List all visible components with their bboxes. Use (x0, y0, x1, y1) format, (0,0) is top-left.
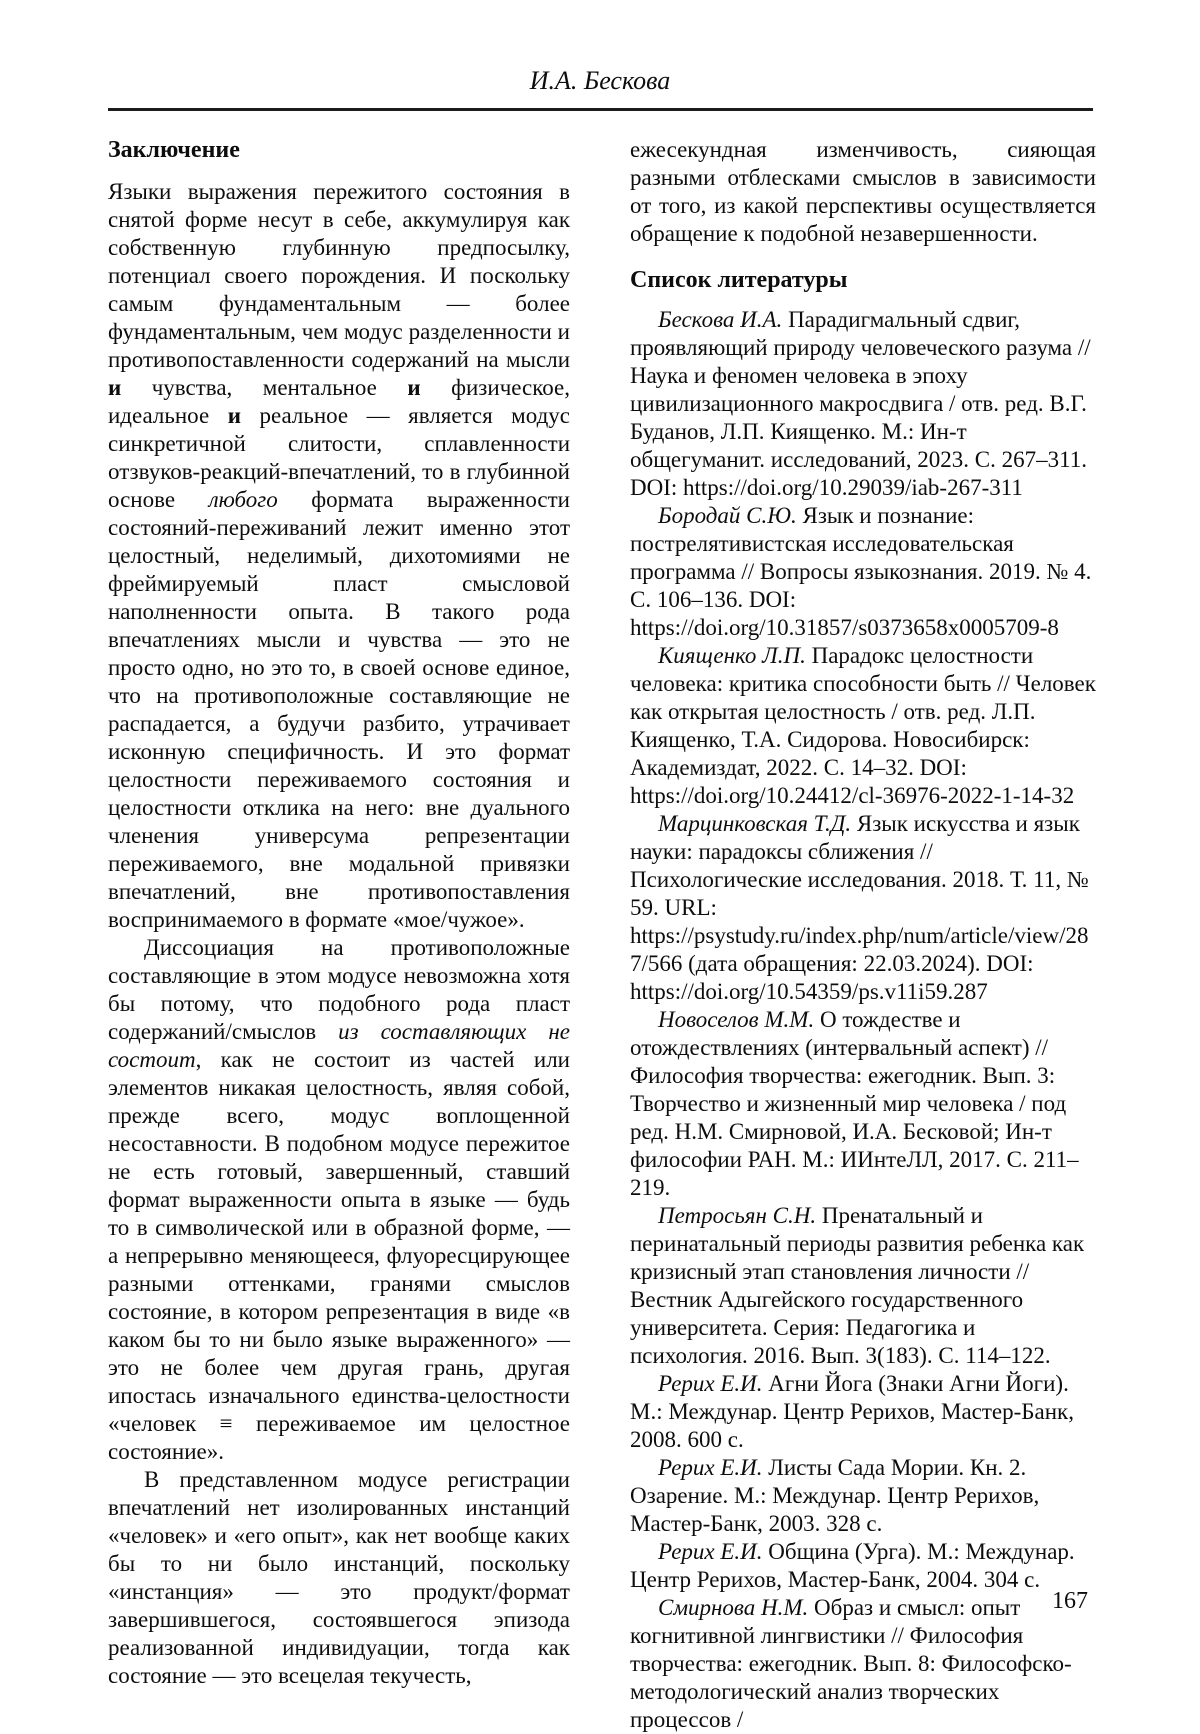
running-header-author: И.А. Бескова (529, 66, 671, 95)
body-paragraph: Диссоциация на противоположные составляющие в этом модусе невозможна хотя бы потому, что подобного рода пласт содержаний/смыслов из составляющих не состоит, как не состоит из частей или элементов никакая целостность, являя собой, прежде всего, модус воплощенной несоставности. В подобном модусе пережитое не есть готовый, завершенный, ставший формат выраженности опыта в языке — будь то в символической или в образной форме, — а непрерывно меняющееся, флуоресцирующее разными оттенками, гранями смыслов состояние, в котором репрезентация в виде «в каком бы то ни было языке выраженного» — это не более чем другая грань, другая ипостась изначального единства-целостности «человек ≡ переживаемое им целостное состояние». (108, 935, 570, 1464)
left-column (108, 136, 570, 1690)
conclusion-heading: Заключение (108, 137, 240, 163)
reference-item: Смирнова Н.М. Образ и смысл: опыт когнитивной лингвистики // Философия творчества: ежегодник. Вып. 8: Философско-методологический анализ творческих процессов / (630, 1595, 1072, 1732)
reference-item: Бородай С.Ю. Язык и познание: пострелятивистская исследовательская программа // Вопросы языкознания. 2019. № 4. С. 106–136. DOI: https://doi.org/10.31857/s0373658x0005709-8 (630, 503, 1092, 640)
body-paragraph: Языки выражения пережитого состояния в снятой форме несут в себе, аккумулируя как собственную глубинную предпосылку, потенциал своего порождения. И поскольку самым фундаментальным — более фундаментальным, чем модус разделенности и противопоставленности содержаний на мысли и чувства, ментальное и физическое, идеальное и реальное — является модус синкретичной слитости, сплавленности отзвуков-реакций-впечатлений, то в глубинной основе любого формата выраженности состояний-переживаний лежит именно этот целостный, неделимый, дихотомиями не фреймируемый пласт смысловой наполненности опыта. В такого рода впечатлениях мысли и чувства — это не просто одно, но это то, в своей основе единое, что на противоположные составляющие не распадается, а будучи разбито, утрачивает исконную специфичность. И это формат целостности переживаемого состояния и целостности отклика на него: вне дуального членения универсума репрезентации переживаемого, вне модальной привязки впечатлений, вне противопоставления воспринимаемого в формате «мое/чужое». (108, 179, 570, 932)
right-column (630, 136, 1096, 1734)
reference-item: Бескова И.А. Парадигмальный сдвиг, проявляющий природу человеческого разума // Наука и феномен человека в эпоху цивилизационного макросдвига / отв. ред. В.Г. Буданов, Л.П. Киященко. М.: Ин-т общегуманит. исследований, 2023. С. 267–311. DOI: https://doi.org/10.29039/iab-267-311 (630, 307, 1091, 500)
reference-item: Рерих Е.И. Община (Урга). М.: Междунар. Центр Рерихов, Мастер-Банк, 2004. 304 с. (630, 1539, 1075, 1592)
reference-item: Рерих Е.И. Листы Сада Мории. Кн. 2. Озарение. М.: Междунар. Центр Рерихов, Мастер-Банк, 2003. 328 с. (630, 1455, 1040, 1536)
reference-list (630, 306, 1096, 1734)
bibliography-heading: Список литературы (630, 267, 848, 293)
reference-item: Рерих Е.И. Агни Йога (Знаки Агни Йоги). М.: Междунар. Центр Рерихов, Мастер-Банк, 2008. 600 с. (630, 1371, 1074, 1452)
page-number: 167 (1052, 1588, 1088, 1614)
reference-item: Марцинковская Т.Д. Язык искусства и язык науки: парадоксы сближения // Психологические исследования. 2018. Т. 11, № 59. URL: https://psystudy.ru/index.php/num/article/view/287/566 (дата обращения: 22.03.2024). DOI: https://doi.org/10.54359/ps.v11i59.287 (630, 811, 1089, 1004)
body-paragraph-continuation: ежесекундная изменчивость, сияющая разными отблесками смыслов в зависимости от того, из какой перспективы осуществляется обращение к подобной незавершенности. (630, 137, 1096, 246)
header-rule (108, 108, 1093, 111)
reference-item: Новоселов М.М. О тождестве и отождествлениях (интервальный аспект) // Философия творчества: ежегодник. Вып. 3: Творчество и жизненный мир человека / под ред. Н.М. Смирновой, И.А. Бесковой; Ин-т философии РАН. М.: ИИнтеЛЛ, 2017. С. 211–219. (630, 1007, 1079, 1200)
reference-item: Киященко Л.П. Парадокс целостности человека: критика способности быть // Человек как открытая целостность / отв. ред. Л.П. Киященко, Т.А. Сидорова. Новосибирск: Академиздат, 2022. С. 14–32. DOI: https://doi.org/10.24412/cl-36976-2022-1-14-32 (630, 643, 1096, 808)
body-paragraph: В представленном модусе регистрации впечатлений нет изолированных инстанций «человек» и «его опыт», как нет вообще каких бы то ни было инстанций, поскольку «инстанция» — это продукт/формат завершившегося, состоявшегося эпизода реализованной индивидуации, тогда как состояние — это всецелая текучесть, (108, 1467, 570, 1688)
reference-item: Петросьян С.Н. Пренатальный и перинатальный периоды развития ребенка как кризисный этап становления личности // Вестник Адыгейского государственного университета. Серия: Педагогика и психология. 2016. Вып. 3(183). С. 114–122. (630, 1203, 1085, 1368)
